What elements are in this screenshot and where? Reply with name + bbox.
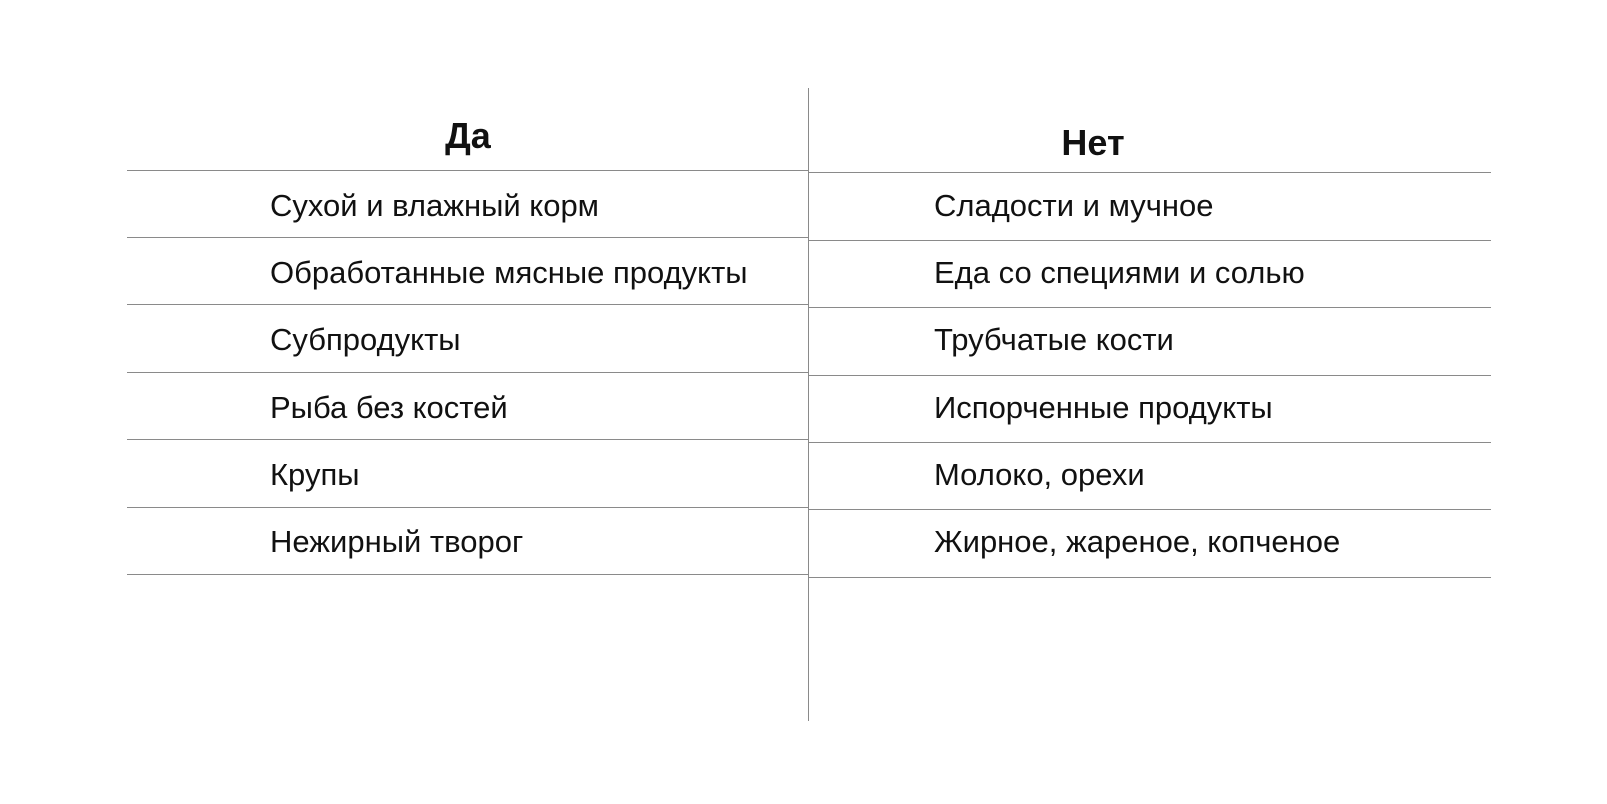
no-item: Трубчатые кости (934, 322, 1174, 357)
row-divider (809, 240, 1491, 241)
row-divider (127, 507, 809, 508)
header-yes: Да (445, 115, 491, 156)
row-divider (127, 304, 809, 305)
row-divider (809, 172, 1491, 173)
row-divider (809, 577, 1491, 578)
row-divider (127, 574, 809, 575)
row-divider (809, 375, 1491, 376)
row-divider (809, 509, 1491, 510)
no-item: Молоко, орехи (934, 457, 1145, 492)
row-divider (127, 372, 809, 373)
no-item: Жирное, жареное, копченое (934, 524, 1341, 559)
yes-item: Сухой и влажный корм (270, 188, 599, 223)
yes-item: Нежирный творог (270, 524, 524, 559)
row-divider (127, 170, 809, 171)
no-item: Испорченные продукты (934, 390, 1273, 425)
column-divider (808, 88, 809, 721)
header-no: Нет (1061, 122, 1125, 163)
yes-item: Рыба без костей (270, 390, 508, 425)
row-divider (809, 307, 1491, 308)
no-item: Сладости и мучное (934, 188, 1214, 223)
yes-item: Субпродукты (270, 322, 461, 357)
row-divider (127, 439, 809, 440)
row-divider (127, 237, 809, 238)
no-item: Еда со специями и солью (934, 255, 1305, 290)
yes-item: Обработанные мясные продукты (270, 255, 748, 290)
yes-item: Крупы (270, 457, 360, 492)
row-divider (809, 442, 1491, 443)
